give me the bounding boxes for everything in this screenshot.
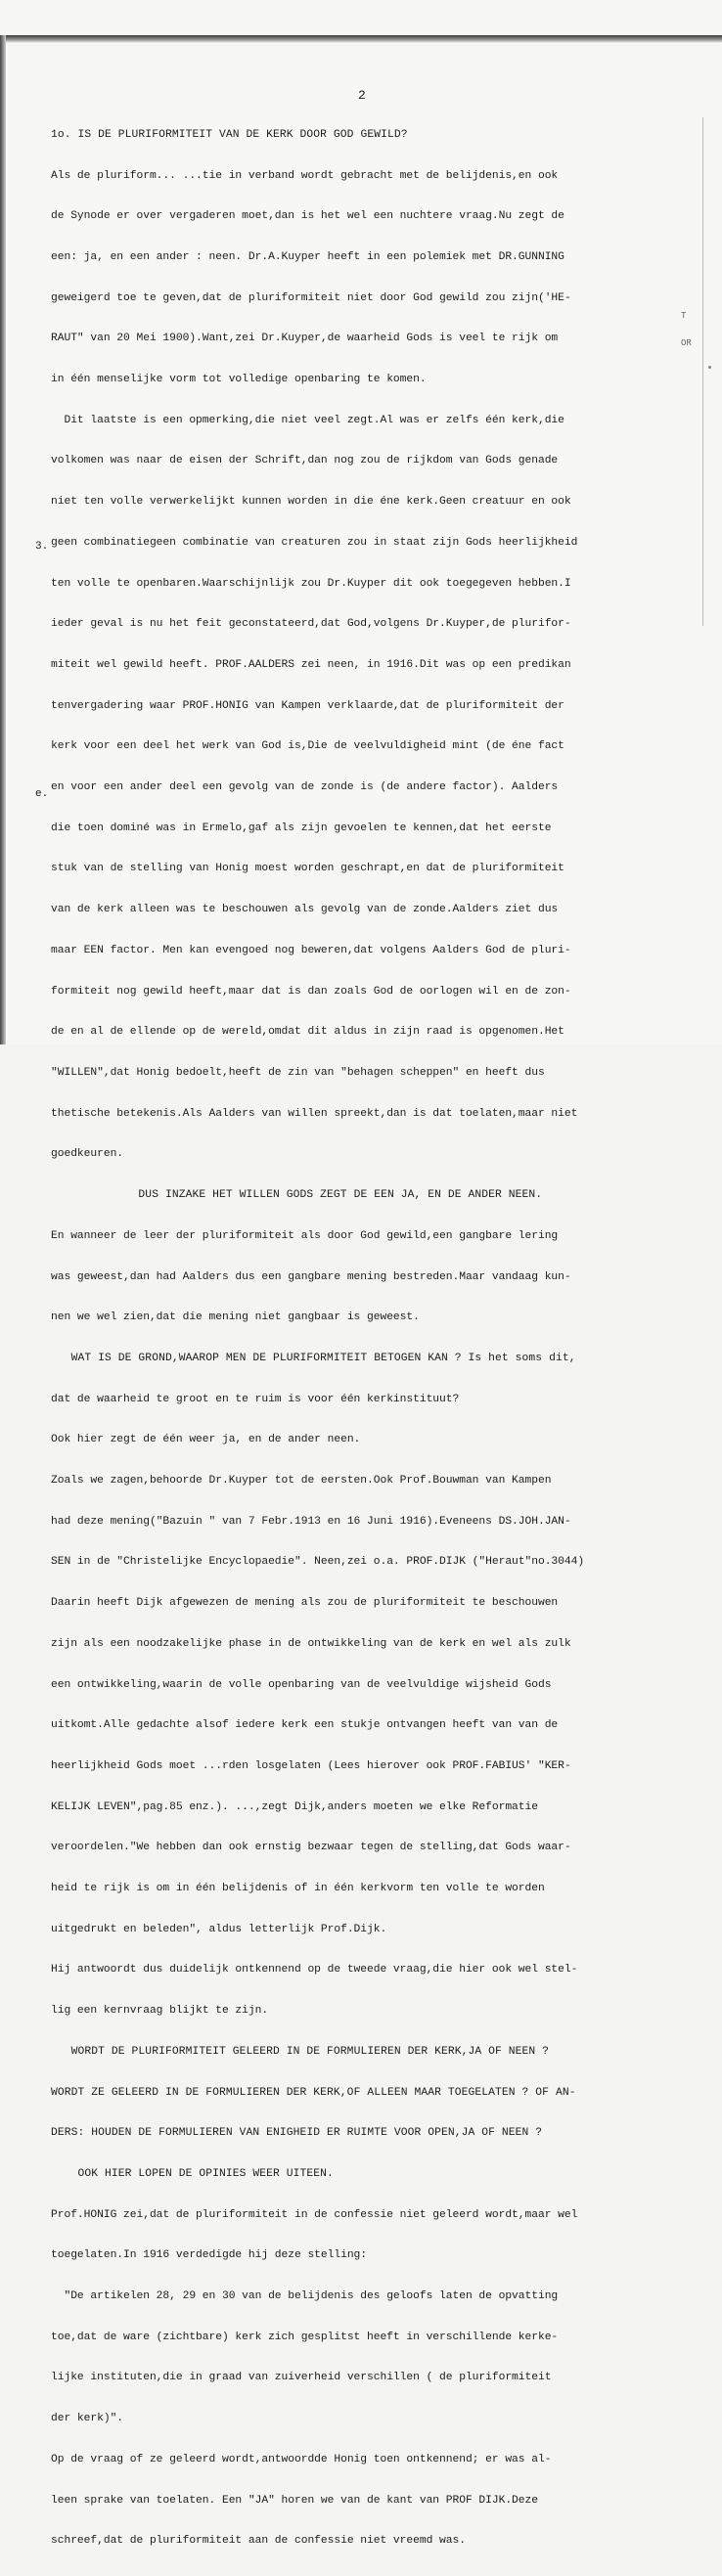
text-line: veroordelen."We hebben dan ook ernstig bezwaar tegen de stelling,dat Gods waar-: [51, 1842, 571, 1854]
scan-top-edge: [0, 35, 722, 43]
text-line: RAUT" van 20 Mei 1900).Want,zei Dr.Kuyper,de waarheid Gods is veel te rijk om: [51, 333, 559, 345]
text-line: Ook hier zegt de één weer ja, en de ander neen.: [51, 1434, 361, 1446]
margin-note: OR: [681, 338, 692, 348]
text-line: de en al de ellende op de wereld,omdat dit aldus in zijn raad is opgenomen.Het: [51, 1026, 564, 1039]
text-line: maar EEN factor. Men kan evengoed nog beweren,dat volgens Aalders God de pluri-: [51, 944, 571, 956]
text-line: lijke instituten,die in graad van zuiverheid verschillen ( de pluriformiteit: [51, 2372, 552, 2384]
text-line: Prof.HONIG zei,dat de pluriformiteit in de confessie niet geleerd wordt,maar wel: [51, 2208, 578, 2221]
text-line: En wanneer de leer der pluriformiteit als door God gewild,een gangbare lering: [51, 1229, 559, 1242]
section-heading: DUS INZAKE HET WILLEN GODS ZEGT DE EEN JA, EN DE ANDER NEEN.: [51, 1189, 543, 1202]
text-line: tenvergadering waar PROF.HONIG van Kampen verklaarde,dat de pluriformiteit der: [51, 699, 564, 712]
text-line: toegelaten.In 1916 verdedigde hij deze stelling:: [51, 2249, 368, 2262]
text-line: ieder geval is nu het feit geconstateerd,dat God,volgens Dr.Kuyper,de plurifor-: [51, 618, 571, 631]
text-line: de Synode er over vergaderen moet,dan is het wel een nuchtere vraag.Nu zegt de: [51, 210, 564, 223]
scan-speck: [708, 366, 711, 369]
margin-mark-3: 3.: [35, 541, 49, 553]
text-line: lig een kernvraag blijkt te zijn.: [51, 2005, 269, 2018]
text-line: nen we wel zien,dat die mening niet gangbaar is geweest.: [51, 1311, 420, 1324]
text-line: formiteit nog gewild heeft,maar dat is dan zoals God de oorlogen wil en de zon-: [51, 985, 571, 998]
margin-mark-e: e.: [35, 788, 49, 800]
text-line: geweigerd toe te geven,dat de pluriformiteit niet door God gewild zou zijn('HE-: [51, 291, 571, 304]
scan-left-edge: [0, 35, 6, 1044]
text-line: ten volle te openbaren.Waarschijnlijk zou Dr.Kuyper dit ook toegegeven hebben.I: [51, 577, 571, 590]
text-line: Op de vraag of ze geleerd wordt,antwoordde Honig toen ontkennend; er was al-: [51, 2453, 552, 2465]
text-line: niet ten volle verwerkelijkt kunnen worden in die éne kerk.Geen creatuur en ook: [51, 496, 571, 509]
text-line: heerlijkheid Gods moet ...rden losgelaten (Lees hierover ook PROF.FABIUS' "KER-: [51, 1759, 571, 1772]
text-line: thetische betekenis.Als Aalders van willen spreekt,dan is dat toelaten,maar niet: [51, 1107, 578, 1120]
text-line: uitkomt.Alle gedachte alsof iedere kerk een stukje ontvangen heeft van van de: [51, 1719, 559, 1732]
text-line: kerk voor een deel het werk van God is,Die de veelvuldigheid mint (de éne fact: [51, 740, 564, 753]
text-line: volkomen was naar de eisen der Schrift,dan nog zou de rijkdom van Gods genade: [51, 455, 559, 467]
text-line: in één menselijke vorm tot volledige openbaring te komen.: [51, 374, 427, 386]
text-line: Als de pluriform... ...tie in verband wordt gebracht met de belijdenis,en ook: [51, 169, 559, 182]
text-line: Dit laatste is een opmerking,die niet veel zegt.Al was er zelfs één kerk,die: [51, 414, 564, 426]
section-heading: WAT IS DE GROND,WAAROP MEN DE PLURIFORMITEIT BETOGEN KAN ? Is het soms dit,: [51, 1352, 576, 1364]
text-line: dat de waarheid te groot en te ruim is voor één kerkinstituut?: [51, 1393, 460, 1405]
text-line: heid te rijk is om in één belijdenis of in één kerkvorm ten volle te worden: [51, 1883, 545, 1895]
text-line: uitgedrukt en beleden", aldus letterlijk Prof.Dijk.: [51, 1923, 387, 1935]
text-line: schreef,dat de pluriformiteit aan de confessie niet vreemd was.: [51, 2535, 466, 2548]
text-line: een: ja, en een ander : neen. Dr.A.Kuyper heeft in een polemiek met DR.GUNNING: [51, 250, 564, 263]
text-line: Hij antwoordt dus duidelijk ontkennend op de tweede vraag,die hier ook wel stel-: [51, 1964, 578, 1976]
text-line: een ontwikkeling,waarin de volle openbaring van de veelvuldige wijsheid Gods: [51, 1678, 552, 1691]
text-line: leen sprake van toelaten. Een "JA" horen we van de kant van PROF DIJK.Deze: [51, 2494, 538, 2507]
text-line: "De artikelen 28, 29 en 30 van de belijdenis des geloofs laten de opvatting: [51, 2290, 559, 2303]
section-heading: DERS: HOUDEN DE FORMULIEREN VAN ENIGHEID ER RUIMTE VOOR OPEN,JA OF NEEN ?: [51, 2127, 543, 2140]
section-heading: 1o. IS DE PLURIFORMITEIT VAN DE KERK DOOR GOD GEWILD?: [51, 128, 408, 141]
text-line: "WILLEN",dat Honig bedoelt,heeft de zin van "behagen scheppen" en heeft dus: [51, 1066, 545, 1079]
text-line: stuk van de stelling van Honig moest worden geschrapt,en dat de pluriformiteit: [51, 863, 564, 875]
text-line: had deze mening("Bazuin " van 7 Febr.1913 en 16 Juni 1916).Eveneens DS.JOH.JAN-: [51, 1515, 571, 1528]
margin-note: T: [681, 311, 687, 321]
text-line: SEN in de "Christelijke Encyclopaedie". Neen,zei o.a. PROF.DIJK ("Heraut"no.3044): [51, 1556, 585, 1569]
body-text: [51, 102, 706, 2576]
text-line: der kerk)".: [51, 2413, 124, 2425]
text-line: KELIJK LEVEN",pag.85 enz.). ...,zegt Dijk,anders moeten we elke Reformatie: [51, 1800, 538, 1813]
text-line: Daarin heeft Dijk afgewezen de mening als zou de pluriformiteit te beschouwen: [51, 1597, 559, 1610]
text-line: Zoals we zagen,behoorde Dr.Kuyper tot de eersten.Ook Prof.Bouwman van Kampen: [51, 1475, 552, 1488]
text-line: miteit wel gewild heeft. PROF.AALDERS zei neen, in 1916.Dit was op een predikan: [51, 658, 571, 671]
text-line: zijn als een noodzakelijke phase in de ontwikkeling van de kerk en wel als zulk: [51, 1637, 571, 1650]
text-line: was geweest,dan had Aalders dus een gangbare mening bestreden.Maar vandaag kun-: [51, 1270, 571, 1283]
text-line: en voor een ander deel een gevolg van de zonde is (de andere factor). Aalders: [51, 781, 559, 794]
text-line: geen combinatiegeen combinatie van creaturen zou in staat zijn Gods heerlijkheid: [51, 536, 578, 549]
page-number: 2: [358, 88, 366, 103]
text-line: die toen dominé was in Ermelo,gaf als zijn gevoelen te kennen,dat het eerste: [51, 822, 552, 834]
section-heading: WORDT ZE GELEERD IN DE FORMULIEREN DER KERK,OF ALLEEN MAAR TOEGELATEN ? OF AN-: [51, 2086, 576, 2099]
text-line: toe,dat de ware (zichtbare) kerk zich gesplitst heeft in verschillende kerke-: [51, 2331, 559, 2343]
section-heading: WORDT DE PLURIFORMITEIT GELEERD IN DE FORMULIEREN DER KERK,JA OF NEEN ?: [51, 2045, 550, 2058]
text-line: goedkeuren.: [51, 1148, 124, 1161]
section-heading: OOK HIER LOPEN DE OPINIES WEER UITEEN.: [51, 2167, 334, 2180]
text-line: van de kerk alleen was te beschouwen als gevolg van de zonde.Aalders ziet dus: [51, 904, 559, 916]
